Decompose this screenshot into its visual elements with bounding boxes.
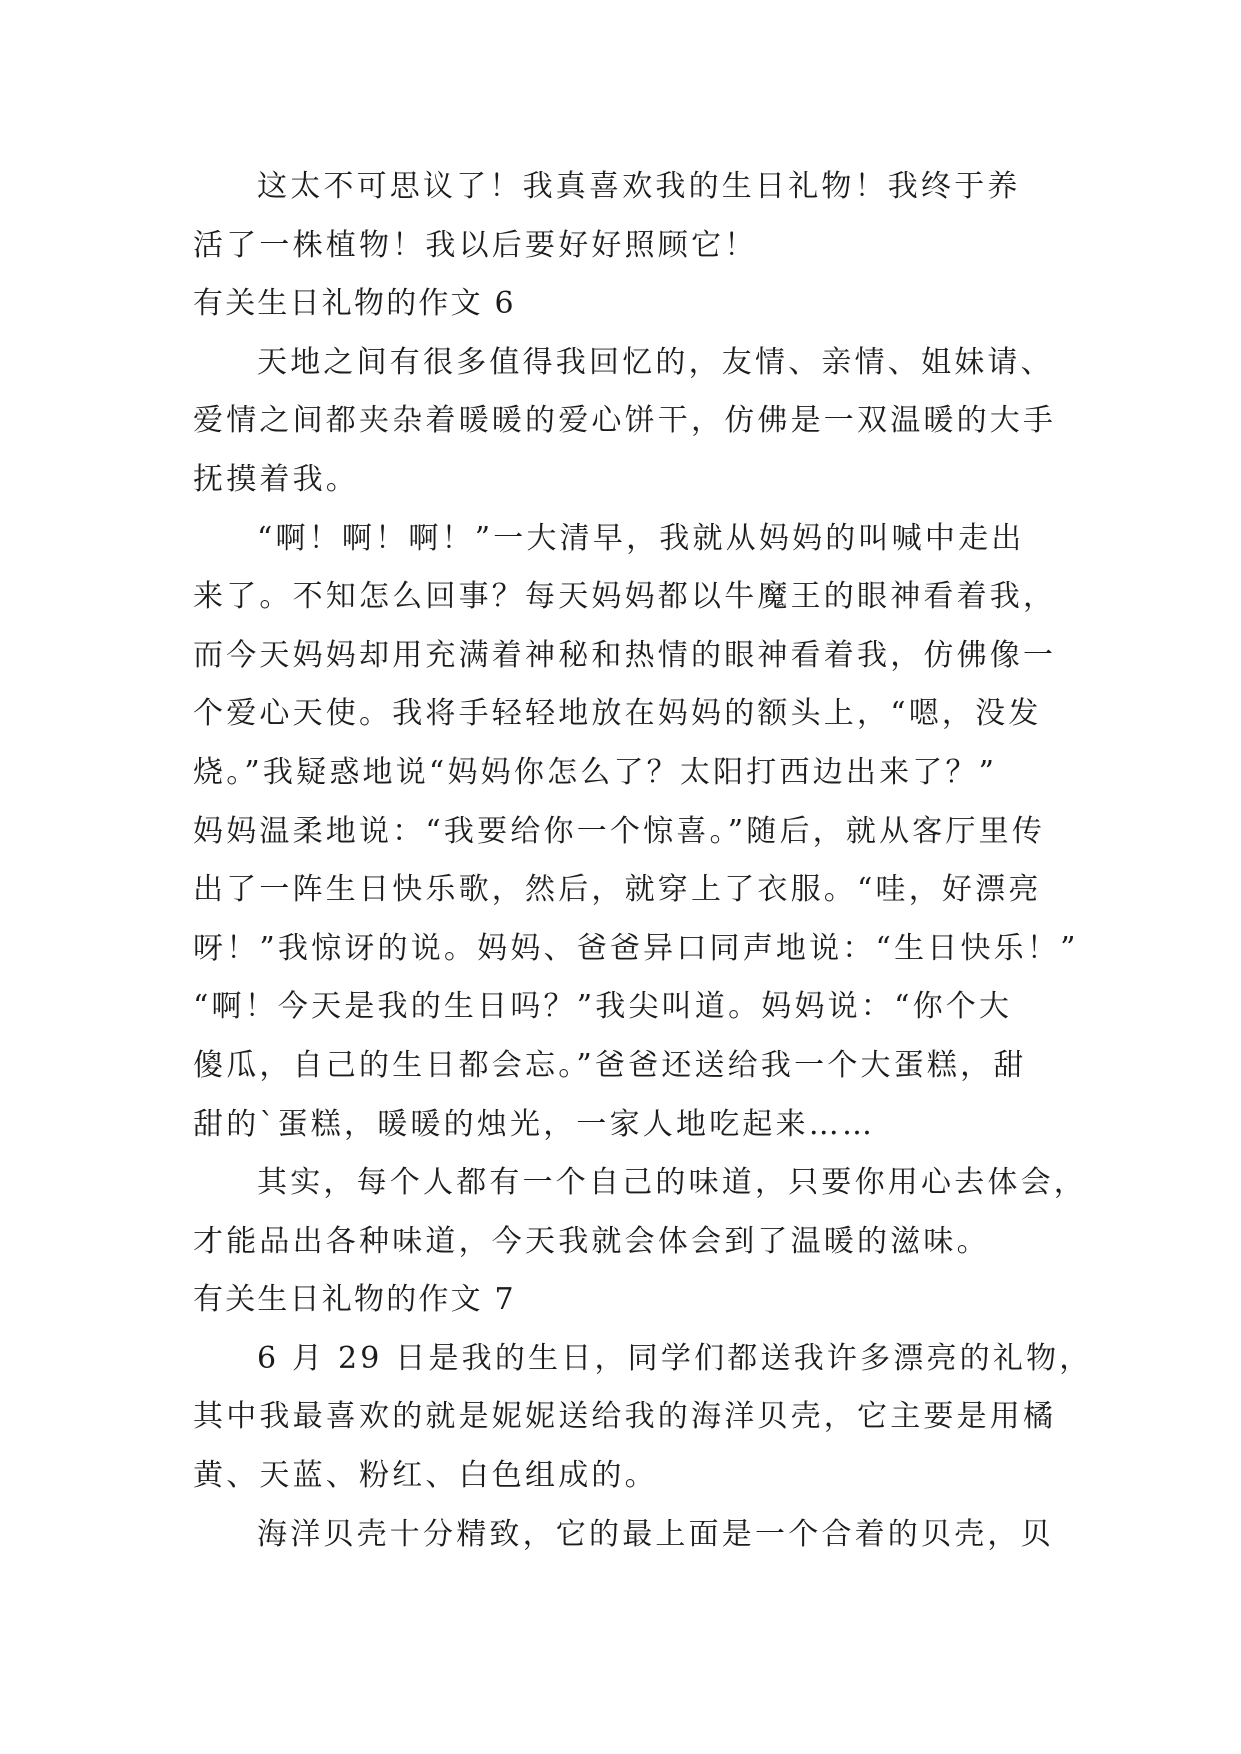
paragraph-line: 6 月 29 日是我的生日，同学们都送我许多漂亮的礼物， bbox=[257, 1340, 1093, 1376]
paragraph-line: 这太不可思议了！我真喜欢我的生日礼物！我终于养 bbox=[257, 169, 1021, 204]
paragraph-line: 出了一阵生日快乐歌，然后，就穿上了衣服。“哇，好漂亮 bbox=[193, 872, 1042, 908]
paragraph bbox=[193, 510, 1079, 1155]
paragraph bbox=[193, 1330, 1093, 1506]
paragraph bbox=[193, 1154, 1087, 1271]
paragraph-line: 爱情之间都夹杂着暖暖的爱心饼干，仿佛是一双温暖的大手 bbox=[193, 403, 1057, 439]
paragraph-line: 呀！”我惊讶的说。妈妈、爸爸异口同声地说：“生日快乐！” bbox=[193, 930, 1079, 966]
paragraph-line: 烧。”我疑惑地说“妈妈你怎么了？太阳打西边出来了？” bbox=[193, 754, 998, 790]
paragraph-line: 而今天妈妈却用充满着神秘和热情的眼神看着我，仿佛像一 bbox=[193, 637, 1057, 673]
paragraph-line: 其实，每个人都有一个自己的味道，只要你用心去体会， bbox=[257, 1165, 1087, 1201]
paragraph-line: 黄、天蓝、粉红、白色组成的。 bbox=[193, 1458, 658, 1494]
paragraph-line: 傻瓜，自己的生日都会忘。”爸爸还送给我一个大蛋糕，甜 bbox=[193, 1047, 1027, 1083]
paragraph-line: 活了一株植物！我以后要好好照顾它！ bbox=[193, 227, 758, 263]
paragraph bbox=[193, 1506, 1063, 1565]
paragraph-line: 其中我最喜欢的就是妮妮送给我的海洋贝壳，它主要是用橘 bbox=[193, 1399, 1057, 1435]
section-heading: 有关生日礼物的作文 7 bbox=[193, 1282, 516, 1318]
paragraph-line: 海洋贝壳十分精致，它的最上面是一个合着的贝壳，贝 bbox=[257, 1516, 1054, 1552]
paragraph-line: 才能品出各种味道，今天我就会体会到了温暖的滋味。 bbox=[193, 1223, 990, 1259]
paragraph-line: 来了。不知怎么回事？每天妈妈都以牛魔王的眼神看着我， bbox=[193, 579, 1057, 615]
paragraph bbox=[193, 334, 1063, 510]
paragraph-line: 妈妈温柔地说：“我要给你一个惊喜。”随后，就从客厅里传 bbox=[193, 813, 1046, 849]
paragraph-line: 个爱心天使。我将手轻轻地放在妈妈的额头上，“嗯，没发 bbox=[193, 696, 1042, 732]
paragraph-line: 抚摸着我。 bbox=[193, 461, 359, 497]
paragraph-line: 天地之间有很多值得我回忆的，友情、亲情、姐妹请、 bbox=[257, 344, 1054, 380]
paragraph-line: “啊！啊！啊！”一大清早，我就从妈妈的叫喊中走出 bbox=[257, 520, 1025, 556]
paragraph-line: “啊！今天是我的生日吗？”我尖叫道。妈妈说：“你个大 bbox=[193, 989, 1013, 1025]
document-body bbox=[193, 158, 1093, 1564]
section-heading: 有关生日礼物的作文 6 bbox=[193, 286, 516, 322]
paragraph-line: 甜的`蛋糕，暖暖的烛光，一家人地吃起来…… bbox=[193, 1106, 876, 1142]
paragraph bbox=[193, 158, 1063, 275]
